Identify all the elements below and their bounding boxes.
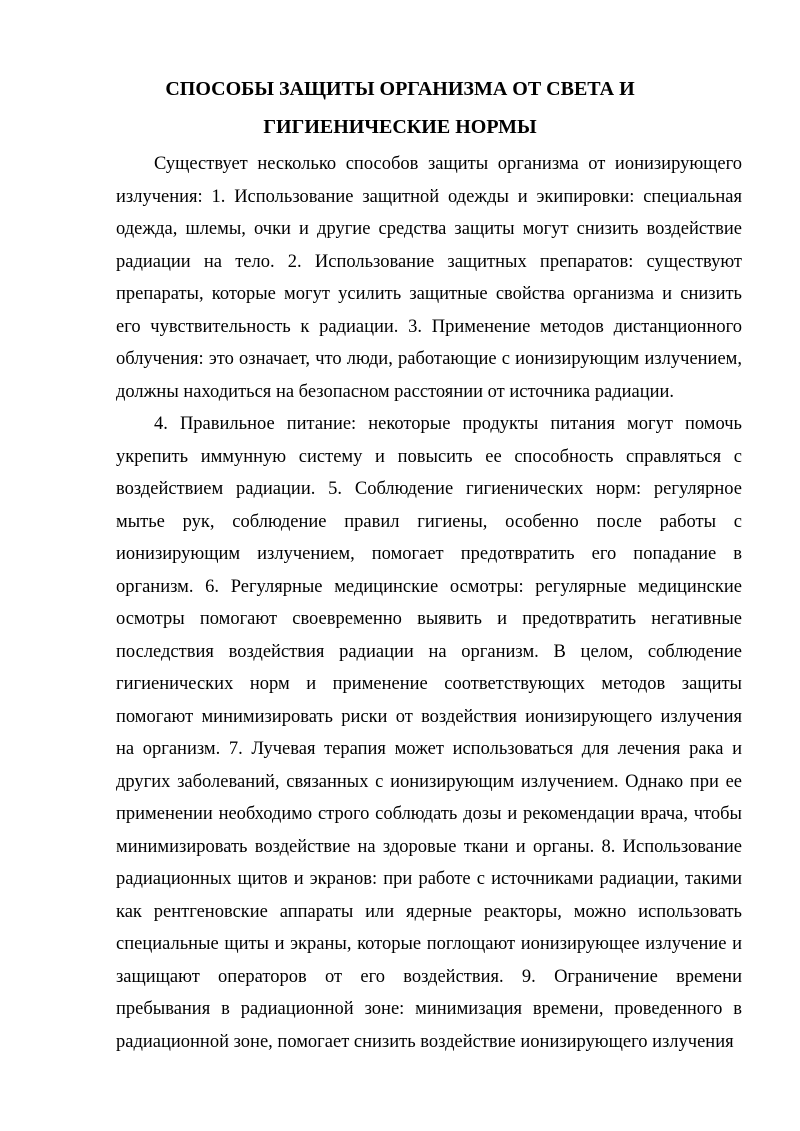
paragraph-protection-methods: Существует несколько способов защиты организма от ионизирующего излучения: 1. Использование защитной одежды и экипировки: специальная одежда, шлемы, очки и другие средства защиты могут снизить воздействие радиации на тело. 2. Использование защитных препаратов: существуют препараты, которые могут усилить защитные свойства организма и снизить его чувствительность к радиации. 3. Применение методов дистанционного облучения: это означает, что люди, работающие с ионизирующим излучением, должны находиться на безопасном расстоянии от источника радиации. xyxy=(116,154,742,402)
document-title-line-2: ГИГИЕНИЧЕСКИЕ НОРМЫ xyxy=(263,116,537,138)
document-body xyxy=(116,148,742,1058)
document-title-line-1: СПОСОБЫ ЗАЩИТЫ ОРГАНИЗМА ОТ СВЕТА И xyxy=(165,78,635,100)
paragraph-additional-measures: 4. Правильное питание: некоторые продукты питания могут помочь укрепить иммунную систему и повысить ее способность справляться с воздействием радиации. 5. Соблюдение гигиенических норм: регулярное мытье рук, соблюдение правил гигиены, особенно после работы с ионизирующим излучением, помогает предотвратить его попадание в организм. 6. Регулярные медицинские осмотры: регулярные медицинские осмотры помогают своевременно выявить и предотвратить негативные последствия воздействия радиации на организм. В целом, соблюдение гигиенических норм и применение соответствующих методов защиты помогают минимизировать риски от воздействия ионизирующего излучения на организм. 7. Лучевая терапия может использоваться для лечения рака и других заболеваний, связанных с ионизирующим излучением. Однако при ее применении необходимо строго соблюдать дозы и рекомендации врача, чтобы минимизировать воздействие на здоровые ткани и органы. 8. Использование радиационных щитов и экранов: при работе с источниками радиации, такими как рентгеновские аппараты или ядерные реакторы, можно использовать специальные щиты и экраны, которые поглощают ионизирующее излучение и защищают операторов от его воздействия. 9. Ограничение времени пребывания в радиационной зоне: минимизация времени, проведенного в радиационной зоне, помогает снизить воздействие ионизирующего излучения xyxy=(116,414,742,1052)
